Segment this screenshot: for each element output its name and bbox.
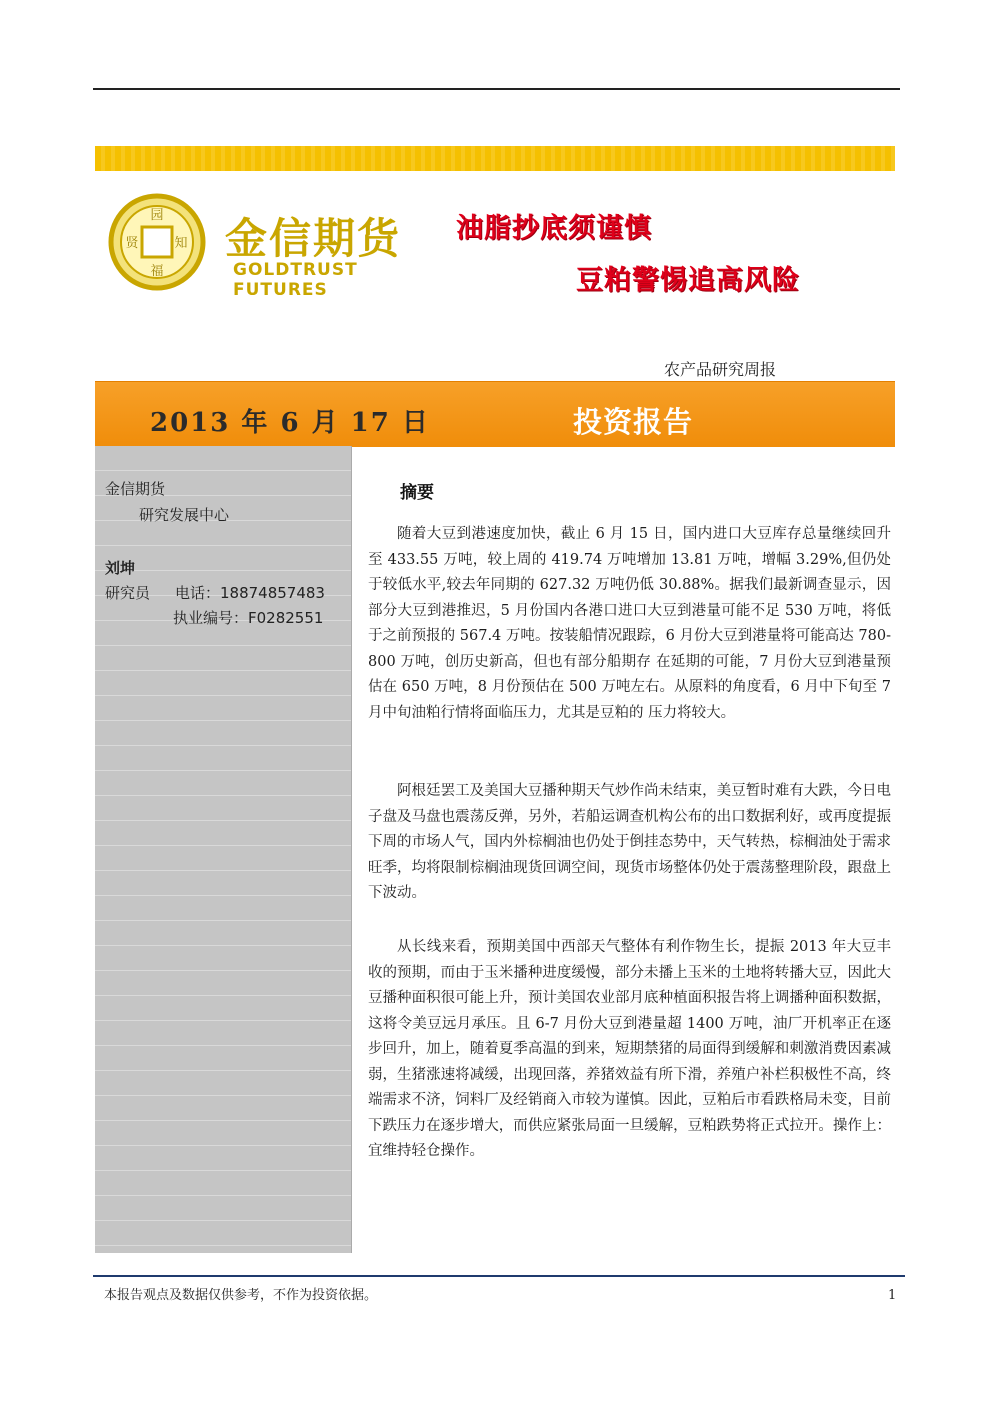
coin-seal-icon <box>105 192 215 292</box>
logo-name-cn: 金信期货 <box>225 214 402 263</box>
seal-char-left: 贤 <box>125 236 139 251</box>
seal-char-right: 知 <box>174 236 188 251</box>
seal-char-bottom: 福 <box>150 264 164 279</box>
report-series: 农产品研究周报 <box>664 360 777 379</box>
headline-line-2: 豆粕警惕追高风险 <box>576 265 800 296</box>
summary-paragraph-3: 从长线来看，预期美国中西部天气整体有利作物生长，提振 2013 年大豆丰收的预期，而由于玉米播种进度缓慢，部分未播上玉米的土地将转播大豆，因此大豆播种面积很可能上升，预计美国农业部月底种植面积报告将上调播种面积数据，这将令美豆远月承压。且 6-7 月份大豆到港量超 1400 万吨，油厂开机率正在逐步回升，加上，随着夏季高温的到来，短期禁猪的局面得到缓解和刺激消费因素减弱，生猪涨速将减缓，出现回落，养猪效益有所下滑，养殖户补栏积极性不高，终端需求不济，饲料厂及经销商入市较为谨慎。因此，豆粕后市看跌格局未变，目前下跌压力在逐步增大，而供应紧张局面一旦缓解，豆粕跌势将正式拉开。操作上：宜维持轻仓操作。 <box>368 939 891 1159</box>
sidebar-department: 研究发展中心 <box>139 506 230 524</box>
footer-disclaimer: 本报告观点及数据仅供参考，不作为投资依据。 <box>104 1288 378 1303</box>
report-type: 投资报告 <box>573 405 694 439</box>
analyst-role: 研究员 <box>105 584 151 602</box>
logo-name-en: GOLDTRUST FUTURES <box>233 260 358 300</box>
sidebar-org: 金信期货 <box>105 480 166 498</box>
page-number: 1 <box>888 1288 897 1303</box>
header-band <box>95 146 895 171</box>
summary-paragraph-1: 随着大豆到港速度加快，截止 6 月 15 日，国内进口大豆库存总量继续回升至 433.55 万吨，较上周的 419.74 万吨增加 13.81 万吨，增幅 3.29%,但仍处于较低水平,较去年同期的 627.32 万吨仍低 30.88%。据我们最新调查显示，因部分大豆到港推迟，5 月份国内各港口进口大豆到港量可能不足 530 万吨，将低于之前预报的 567.4 万吨。按装船情况跟踪，6 月份大豆到港量将可能高达 780-800 万吨，创历史新高，但也有部分船期存 在延期的可能，7 月份大豆到港量预估在 650 万吨，8 月份预估在 500 万吨左右。从原料的角度看，6 月中下旬至 7 月中旬油粕行情将面临压力，尤其是豆粕的 压力将较大。 <box>368 526 891 721</box>
analyst-name: 刘坤 <box>105 559 136 577</box>
summary-paragraph-2: 阿根廷罢工及美国大豆播种期天气炒作尚未结束，美豆暂时难有大跌，今日电子盘及马盘也震荡反弹，另外，若船运调查机构公布的出口数据利好，或再度提振下周的市场人气，国内外棕榈油也仍处于倒挂态势中，天气转热，棕榈油处于需求旺季，均将限制棕榈油现货回调空间，现货市场整体仍处于震荡整理阶段，跟盘上下波动。 <box>368 783 891 901</box>
footer-rule <box>93 1275 905 1277</box>
date-banner <box>95 381 895 447</box>
author-sidebar <box>95 446 352 1253</box>
seal-char-top: 园 <box>150 208 164 223</box>
header-rule <box>93 88 900 90</box>
analyst-phone: 电话：18874857483 <box>175 584 325 602</box>
summary-title: 摘要 <box>400 483 434 503</box>
report-date: 2013 年 6 月 17 日 <box>150 408 430 438</box>
analyst-license: 执业编号：F0282551 <box>173 609 324 627</box>
headline-line-1: 油脂抄底须谨慎 <box>456 213 652 244</box>
company-logo <box>105 192 425 300</box>
